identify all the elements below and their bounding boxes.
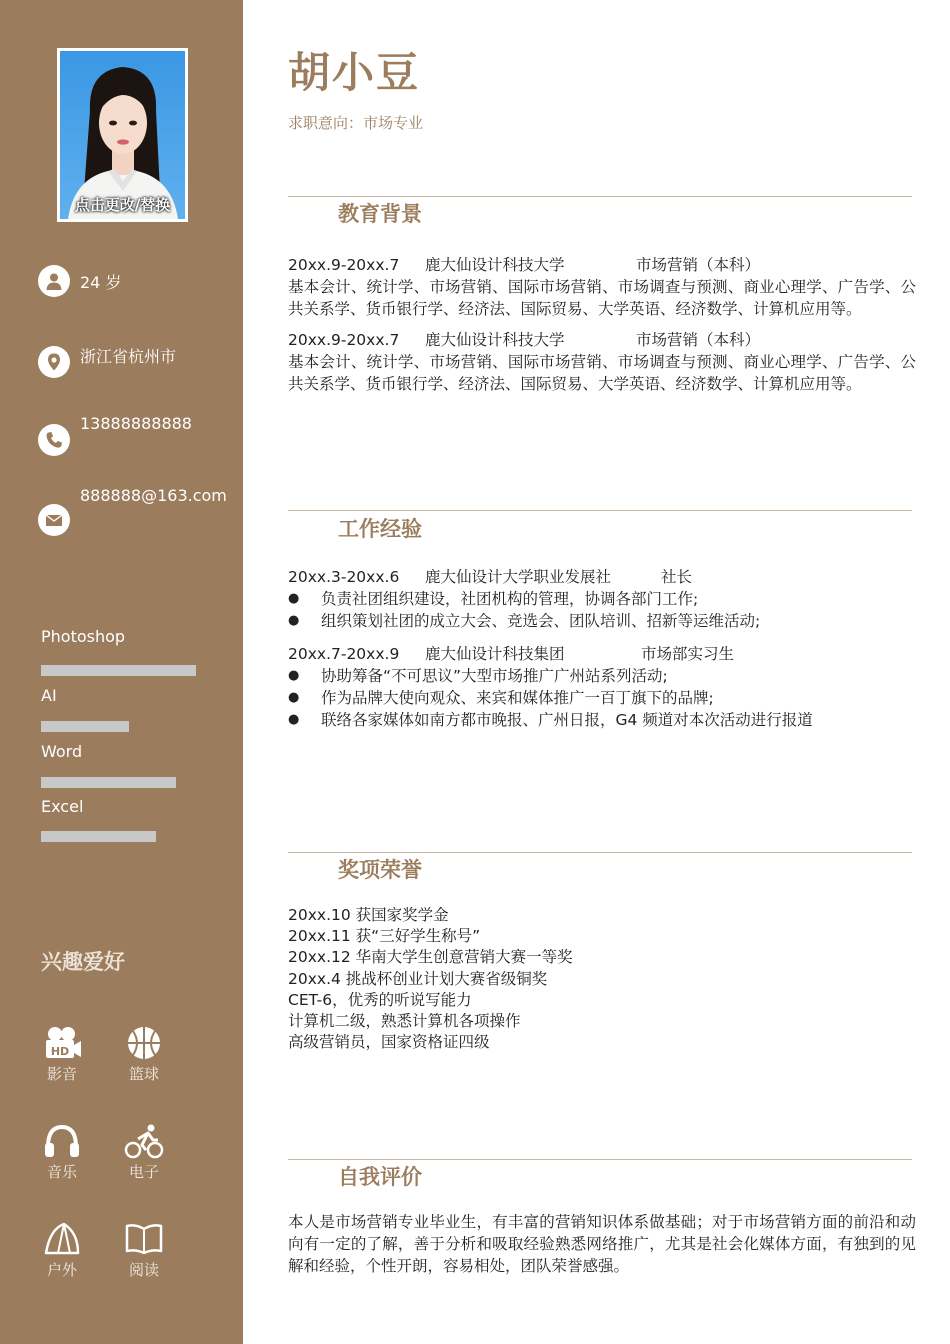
basketball-icon [124,1025,164,1061]
work-divider [288,510,912,511]
hobby-label-reading: 阅读 [128,1261,159,1279]
awards-list [288,905,916,1053]
work-bullet: ● 作为品牌大使向观众、来宾和媒体推广一百丁旗下的品牌; [288,687,916,709]
skill-label-ai: AI [41,686,57,705]
work-bullet: ● 联络各家媒体如南方都市晚报、广州日报，G4 频道对本次活动进行报道 [288,709,916,731]
award-item: 计算机二级，熟悉计算机各项操作 [288,1012,521,1031]
film-camera-icon [42,1025,82,1061]
work-bullet: ● 组织策划社团的成立大会、竞选会、团队培训、招新等运维活动; [288,610,916,632]
skill-label-photoshop: Photoshop [41,627,126,646]
hobby-film [37,1025,87,1084]
education-school: 鹿大仙设计科技大学 [425,331,565,349]
job-intent: 求职意向：市场专业 [288,114,424,132]
photo-change-caption[interactable]: 点击更改/替换 [74,196,171,214]
phone-text[interactable]: 13888888888 [80,414,192,433]
work-period: 20xx.3-20xx.6 [288,568,400,586]
awards-title: 奖项荣誉 [338,858,422,882]
work-role: 社长 [661,568,693,586]
award-item: CET-6，优秀的听说写能力 [288,990,472,1009]
award-item: 20xx.12 华南大学生创意营销大赛一等奖 [288,948,573,967]
hobby-label-film: 影音 [46,1065,77,1083]
hobby-reading [119,1221,169,1280]
education-period: 20xx.9-20xx.7 [288,331,400,349]
education-entry-header [288,329,916,351]
education-major: 市场营销（本科） [636,331,761,349]
work-org: 鹿大仙设计科技集团 [425,645,565,663]
book-icon [124,1221,164,1257]
hobby-label-outdoor: 户外 [46,1261,77,1279]
work-bullet: ● 协助筹备“不可思议”大型市场推广广州站系列活动; [288,665,916,687]
education-entry-header [288,254,916,276]
candidate-name: 胡小豆 [288,48,421,97]
self-eval-text: 本人是市场营销专业毕业生，有丰富的营销知识体系做基础；对于市场营销方面的前沿和动向有一定的了解，善于分析和吸取经验熟悉网络推广，尤其是社会化媒体方面，有独到的见解和经验，个性开朗，容易相处，团队荣誉感强。 [288,1213,916,1275]
hobby-basketball [119,1025,169,1084]
work-org: 鹿大仙设计大学职业发展社 [425,568,612,586]
profile-photo[interactable] [57,48,188,222]
person-icon [38,265,70,297]
skill-bar-photoshop [41,665,196,676]
headphones-icon [42,1123,82,1159]
hobby-cycling [119,1123,169,1182]
location-text: 浙江省杭州市 [80,347,177,366]
work-list [288,566,916,731]
svg-text:HD: HD [50,1045,70,1058]
awards-divider [288,852,912,853]
work-entry-header [288,643,916,665]
hobby-title: 兴趣爱好 [41,950,125,974]
skill-bar-word [41,777,176,788]
tent-icon [42,1221,82,1257]
education-school: 鹿大仙设计科技大学 [425,256,565,274]
work-title: 工作经验 [338,517,422,541]
work-role: 市场部实习生 [641,645,735,663]
mail-icon [38,504,70,536]
self-eval-title: 自我评价 [338,1165,422,1189]
skill-label-word: Word [41,742,83,761]
skill-bar-ai [41,721,129,732]
photo-frame [60,51,185,219]
award-item: 20xx.4 挑战杯创业计划大赛省级铜奖 [288,969,548,988]
email-text[interactable]: 888888@163.com [80,486,227,505]
work-bullet: ● 负责社团组织建设，社团机构的管理，协调各部门工作; [288,588,916,610]
education-courses: 基本会计、统计学、市场营销、国际市场营销、市场调查与预测、商业心理学、广告学、公共关系学、货币银行学、经济法、国际贸易、大学英语、经济数学、计算机应用等。 [288,278,916,318]
award-item: 20xx.10 获国家奖学金 [288,906,449,924]
self-eval-divider [288,1159,912,1160]
age-text: 24 岁 [80,273,122,292]
education-divider [288,196,912,197]
education-courses: 基本会计、统计学、市场营销、国际市场营销、市场调查与预测、商业心理学、广告学、公共关系学、货币银行学、经济法、国际贸易、大学英语、经济数学、计算机应用等。 [288,353,916,393]
skill-bar-excel [41,831,156,842]
work-entry-header [288,566,916,588]
hobby-label-cycling: 电子 [128,1163,159,1181]
education-period: 20xx.9-20xx.7 [288,256,400,274]
work-period: 20xx.7-20xx.9 [288,645,400,663]
location-icon [38,346,70,378]
cycling-icon [124,1123,164,1159]
education-major: 市场营销（本科） [636,256,761,274]
education-list [288,254,916,395]
hobby-outdoor [37,1221,87,1280]
award-item: 高级营销员，国家资格证四级 [288,1033,490,1052]
hobby-label-basketball: 篮球 [128,1065,159,1083]
skill-label-excel: Excel [41,797,84,816]
hobby-label-music: 音乐 [46,1163,77,1181]
education-title: 教育背景 [338,202,422,226]
award-item: 20xx.11 获“三好学生称号” [288,927,481,946]
hobby-music [37,1123,87,1182]
sidebar [0,0,243,1344]
phone-icon [38,424,70,456]
